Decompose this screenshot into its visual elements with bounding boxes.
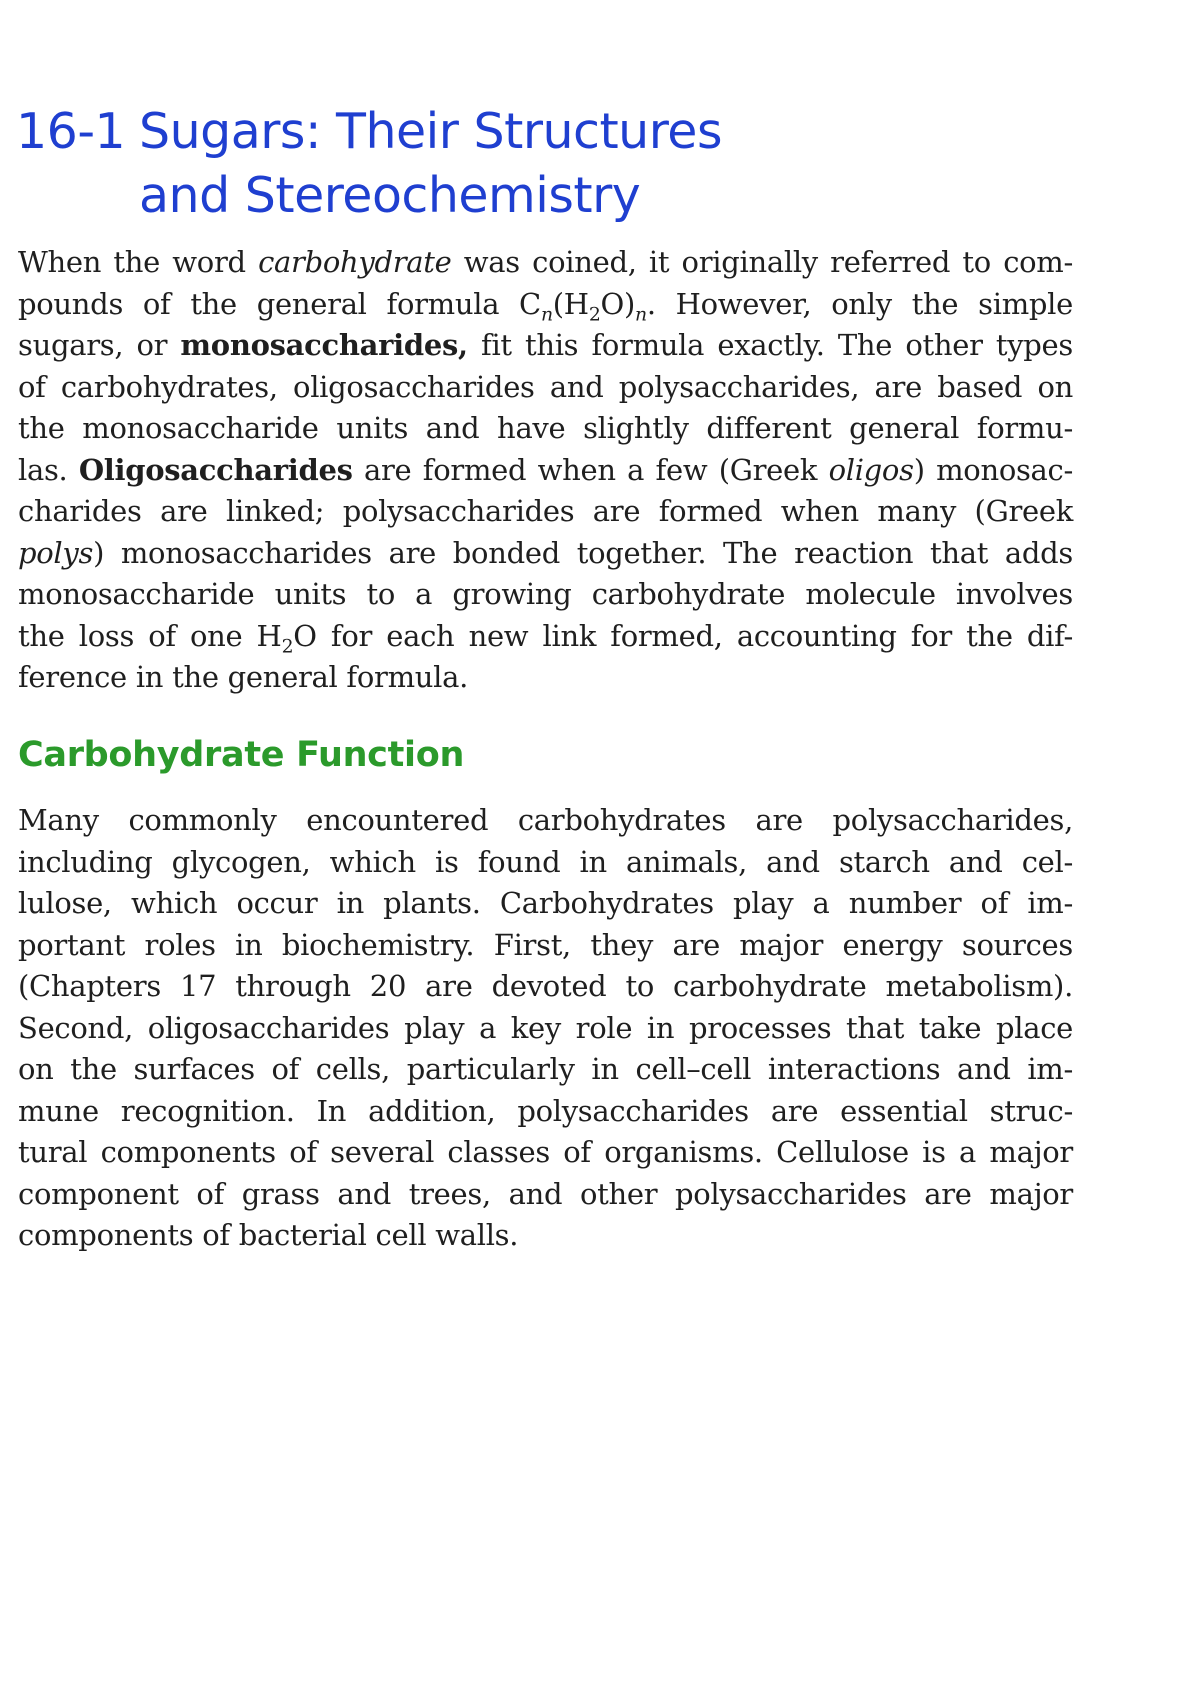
text-line: component of grass and trees, and other polysaccharides are major xyxy=(18,1176,1073,1211)
text-line: las. Oligosaccharides are formed when a few (Greek oligos) monosac- xyxy=(18,452,1073,487)
greek-polys: polys xyxy=(18,535,94,570)
greek-oligos: oligos xyxy=(828,452,914,487)
section-heading-line-2: and Stereochemistry xyxy=(139,167,641,224)
text-line: of carbohydrates, oligosaccharides and polysaccharides, are based on xyxy=(18,369,1073,404)
text-line: (Chapters 17 through 20 are devoted to carbohydrate metabolism). xyxy=(18,969,1073,1003)
paragraph-intro xyxy=(18,242,1073,699)
text-line: mune recognition. In addition, polysaccharides are essential struc- xyxy=(18,1093,1073,1128)
text-line: the monosaccharide units and have slightly different general formu- xyxy=(18,411,1073,445)
text-line: Many commonly encountered carbohydrates are polysaccharides, xyxy=(18,803,1073,837)
text-line: ference in the general formula. xyxy=(18,660,469,694)
text-line: including glycogen, which is found in animals, and starch and cel- xyxy=(18,844,1073,879)
text-line: monosaccharide units to a growing carbohydrate molecule involves xyxy=(18,577,1073,611)
text-line: tural components of several classes of organisms. Cellulose is a major xyxy=(18,1135,1073,1169)
text-line: lulose, which occur in plants. Carbohydrates play a number of im- xyxy=(18,886,1073,920)
text-line: the loss of one $H_2O$ for each new link formed, accounting for the dif- xyxy=(18,618,1073,658)
paragraph-function xyxy=(18,800,1073,1257)
term-monosaccharides: monosaccharides, xyxy=(180,328,468,362)
section-number: 16-1 xyxy=(16,103,126,160)
section-title xyxy=(16,100,759,228)
section-heading xyxy=(139,100,759,228)
text-line: portant roles in biochemistry. First, they are major energy sources xyxy=(18,927,1073,962)
term-carbohydrate: carbohydrate xyxy=(258,245,452,279)
text-line: on the surfaces of cells, particularly in cell–cell interactions and im- xyxy=(18,1052,1073,1086)
text-line: pounds of the general formula $C_n(H_2O)_n$. However, only the simple xyxy=(18,286,1074,326)
text-line: components of bacterial cell walls. xyxy=(18,1218,519,1252)
text-line: polys) monosaccharides are bonded together. The reaction that adds xyxy=(18,535,1073,570)
section-heading-line-1: Sugars: Their Structures xyxy=(139,103,722,160)
text-line: Second, oligosaccharides play a key role in processes that take place xyxy=(18,1010,1073,1045)
text-line: sugars, or monosaccharides, fit this formula exactly. The other types xyxy=(18,328,1073,362)
text-line: charides are linked; polysaccharides are formed when many (Greek xyxy=(18,494,1073,528)
term-oligosaccharides: Oligosaccharides xyxy=(78,452,353,487)
subsection-title: Carbohydrate Function xyxy=(18,735,465,775)
text-line: When the word carbohydrate was coined, it originally referred to com- xyxy=(18,245,1073,279)
